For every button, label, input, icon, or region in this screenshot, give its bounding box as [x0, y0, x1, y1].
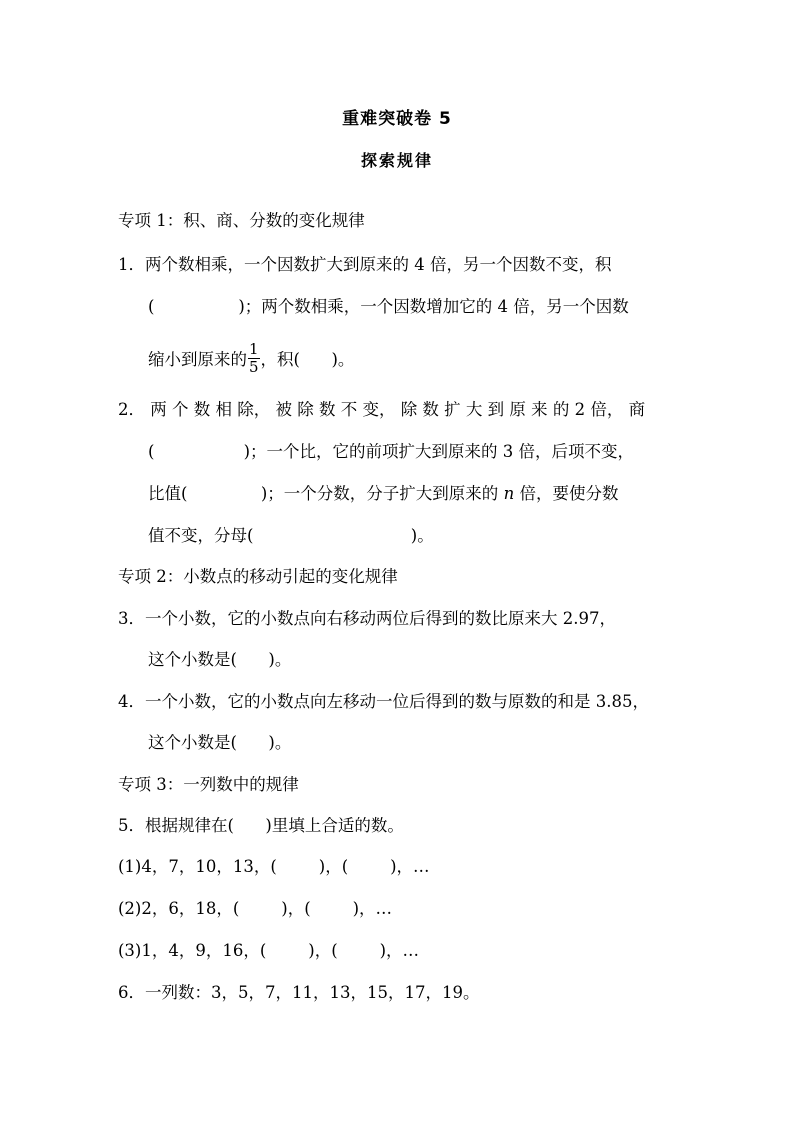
- question-5-part-1: (1)4，7，10，13，( )，( )，…: [118, 857, 430, 876]
- question-2-line-3: [148, 483, 618, 505]
- question-1-text-a: 缩小到原来的: [148, 350, 247, 369]
- question-1-text-b: ，积( )。: [260, 350, 355, 369]
- question-2-text-b: 倍，要使分数: [514, 484, 619, 503]
- question-4-line-1: 4．一个小数，它的小数点向左移动一位后得到的数与原数的和是 3.85，: [118, 692, 649, 711]
- question-5-part-2: (2)2，6，18，( )，( )，…: [118, 899, 393, 918]
- question-5-part-3: (3)1，4，9，16，( )，( )，…: [118, 941, 420, 960]
- section-heading-2: 专项 2：小数点的移动引起的变化规律: [118, 567, 398, 586]
- question-2-line-2: ( )；一个比，它的前项扩大到原来的 3 倍，后项不变，: [148, 442, 635, 461]
- fraction-denominator: 5: [249, 358, 259, 376]
- page-title: 重难突破卷 5: [342, 109, 452, 129]
- question-2-line-4: 值不变，分母( )。: [148, 526, 434, 545]
- question-5-line-1: 5．根据规律在( )里填上合适的数。: [118, 816, 404, 835]
- page-subtitle: 探索规律: [360, 151, 433, 170]
- question-2-line-1: 2． 两 个 数 相 除， 被 除 数 不 变， 除 数 扩 大 到 原 来 的 2 倍， 商: [118, 400, 646, 419]
- question-2-text-a: 比值( )；一个分数，分子扩大到原来的: [148, 484, 504, 503]
- question-4-line-2: 这个小数是( )。: [148, 733, 292, 752]
- fraction-one-fifth: [248, 341, 260, 376]
- question-1-line-1: 1．两个数相乘，一个因数扩大到原来的 4 倍，另一个因数不变，积: [118, 255, 612, 274]
- question-6-line-1: 6．一列数：3，5，7，11，13，15，17，19。: [118, 983, 480, 1002]
- fraction-numerator: 1: [249, 340, 259, 358]
- section-heading-1: 专项 1：积、商、分数的变化规律: [118, 211, 365, 230]
- question-1-line-3: [148, 340, 355, 378]
- question-1-line-2: ( )；两个数相乘，一个因数增加它的 4 倍，另一个因数: [148, 297, 629, 316]
- question-3-line-1: 3．一个小数，它的小数点向右移动两位后得到的数比原来大 2.97，: [118, 609, 616, 628]
- section-heading-3: 专项 3：一列数中的规律: [118, 775, 299, 794]
- question-3-line-2: 这个小数是( )。: [148, 650, 292, 669]
- variable-n: n: [503, 484, 515, 503]
